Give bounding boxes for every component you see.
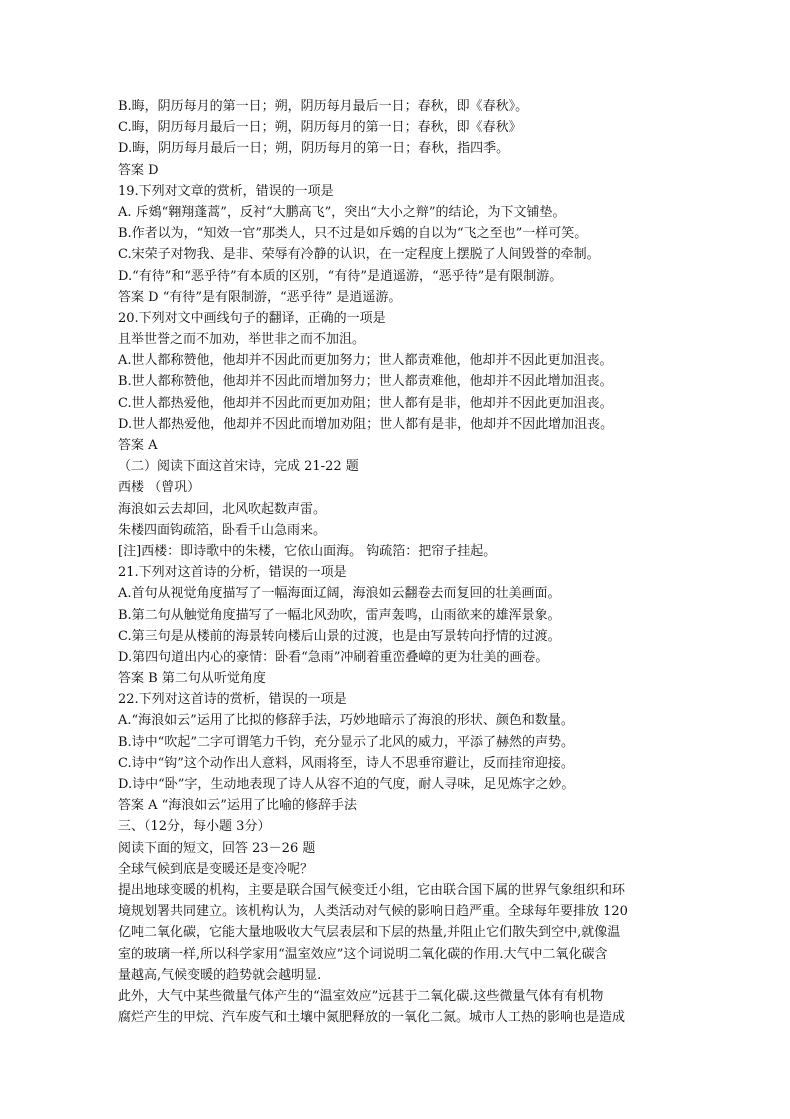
text-line: A.首句从视觉角度描写了一幅海面辽阔，海浪如云翻卷去而复回的壮美画面。: [118, 586, 561, 602]
text-line: B.晦，阴历每月的第一日；朔，阴历每月最后一日；春秋，即《春秋》。: [118, 99, 529, 114]
text-line: C.第三句是从楼前的海景转向楼后山景的过渡，也是由写景转向抒情的过渡。: [118, 628, 561, 644]
text-line: B.世人都称赞他，他却并不因此而增加努力；世人都责难他，他却并不因此增加沮丧。: [118, 374, 613, 390]
passage-line: 境规划署共同建立。该机构认为，人类活动对气候的影响日趋严重。全球每年要排放 120: [118, 904, 628, 920]
passage-line: 此外，大气中某些微量气体产生的“温室效应”远甚于二氧化碳.这些微量气体有有机物: [118, 988, 604, 1004]
document-page: [118, 96, 678, 1028]
text-line: D.晦，阴历每月最后一日；朔，阴历每月的第一日；春秋，指四季。: [118, 141, 510, 157]
question-19: 19.下列对文章的赏析，错误的一项是: [118, 183, 334, 199]
text-line: B.第二句从触觉角度描写了一幅北风劲吹，雷声轰鸣，山雨欲来的雄浑景象。: [118, 607, 561, 623]
text-line: C.诗中“钩”这个动作出人意料，风雨将至，诗人不思垂帘避让，反而挂帘迎接。: [118, 755, 574, 771]
poem-line: 海浪如云去却回，北风吹起数声雷。: [118, 501, 327, 517]
question-22: 22.下列对这首诗的赏析，错误的一项是: [118, 692, 347, 708]
text-line: B.诗中“吹起”二字可谓笔力千钧，充分显示了北风的威力，平添了赫然的声势。: [118, 734, 574, 750]
passage-line: 提出地球变暖的机构，主要是联合国气候变迁小组，它由联合国下属的世界气象组织和环: [118, 882, 626, 898]
text-line: C.晦，阴历每月最后一日；朔，阴历每月的第一日；春秋，即《春秋》: [118, 120, 522, 136]
answer-line: 答案 A: [118, 438, 158, 453]
text-line: D.诗中“卧”字，生动地表现了诗人从容不迫的气度，耐人寻味，足见炼字之妙。: [118, 777, 575, 792]
text-line: C.世人都热爱他，他却并不因此而更加劝阻；世人都有是非，他却并不因此更加沮丧。: [118, 395, 613, 411]
passage-line: 室的玻璃一样,所以科学家用“温室效应”这个词说明二氧化碳的作用.大气中二氧化碳含: [118, 946, 608, 962]
text-line: D.第四句道出内心的豪情：卧看“急雨”冲刷着重峦叠嶂的更为壮美的画卷。: [118, 649, 549, 665]
answer-line: 答案 A “海浪如云”运用了比喻的修辞手法: [118, 798, 357, 814]
passage-title: 全球气候到底是变暖还是变冷呢？: [118, 861, 314, 877]
poem-note: [注]西楼：即诗歌中的朱楼，它依山面海。 钩疏箔：把帘子挂起。: [118, 543, 497, 559]
passage-line: 亿吨二氧化碳，它能大量地吸收大气层表层和下层的热量,并阻止它们散失到空中,就像温: [118, 925, 621, 941]
text-line: B.作者以为，“知效一官”那类人，只不过是如斥鴳的自以为“飞之至也”一样可笑。: [118, 226, 588, 242]
section-heading: （二）阅读下面这首宋诗，完成 21-22 题: [118, 459, 359, 475]
poem-title: 西楼 （曾巩）: [118, 480, 201, 496]
poem-line: 朱楼四面钩疏箔，卧看千山急雨来。: [118, 522, 327, 538]
text-line: D.世人都热爱他，他却并不因此而增加劝阻；世人都有是非，他却并不因此增加沮丧。: [118, 416, 614, 432]
answer-line: 答案 D “有待”是有限制游，“恶乎待” 是逍遥游。: [118, 289, 402, 305]
text-line: A. 斥鴳“翱翔蓬蒿”，反衬“大鹏高飞”，突出“大小之辩”的结论，为下文铺垫。: [118, 204, 566, 220]
section-heading: 三、（12分，每小题 3分）: [118, 819, 271, 835]
text-line: C.宋荣子对物我、是非、荣辱有冷静的认识，在一定程度上摆脱了人间毁誉的牵制。: [118, 247, 600, 263]
question-20: 20.下列对文中画线句子的翻译，正确的一项是: [118, 310, 386, 326]
passage-line: 量越高,气候变暖的趋势就会越明显.: [118, 967, 322, 983]
answer-line: 答案 B 第二句从听觉角度: [118, 671, 266, 687]
answer-line: 答案 D: [118, 162, 159, 178]
text-line: 且举世誉之而不加劝，举世非之而不加沮。: [118, 332, 366, 348]
text-line: A.世人都称赞他，他却并不因此而更加努力；世人都责难他，他却并不因此更加沮丧。: [118, 353, 613, 369]
text-line: 阅读下面的短文，回答 23－26 题: [118, 840, 316, 856]
passage-line: 腐烂产生的甲烷、汽车废气和土壤中氮肥释放的一氧化二氮。城市人工热的影响也是造成: [118, 1010, 626, 1026]
text-line: D.“有待”和“恶乎待”有本质的区别，“有待”是逍遥游，“恶乎待”是有限制游。: [118, 268, 563, 284]
text-line: A.“海浪如云”运用了比拟的修辞手法，巧妙地暗示了海浪的形状、颜色和数量。: [118, 713, 574, 729]
question-21: 21.下列对这首诗的分析，错误的一项是: [118, 565, 347, 581]
